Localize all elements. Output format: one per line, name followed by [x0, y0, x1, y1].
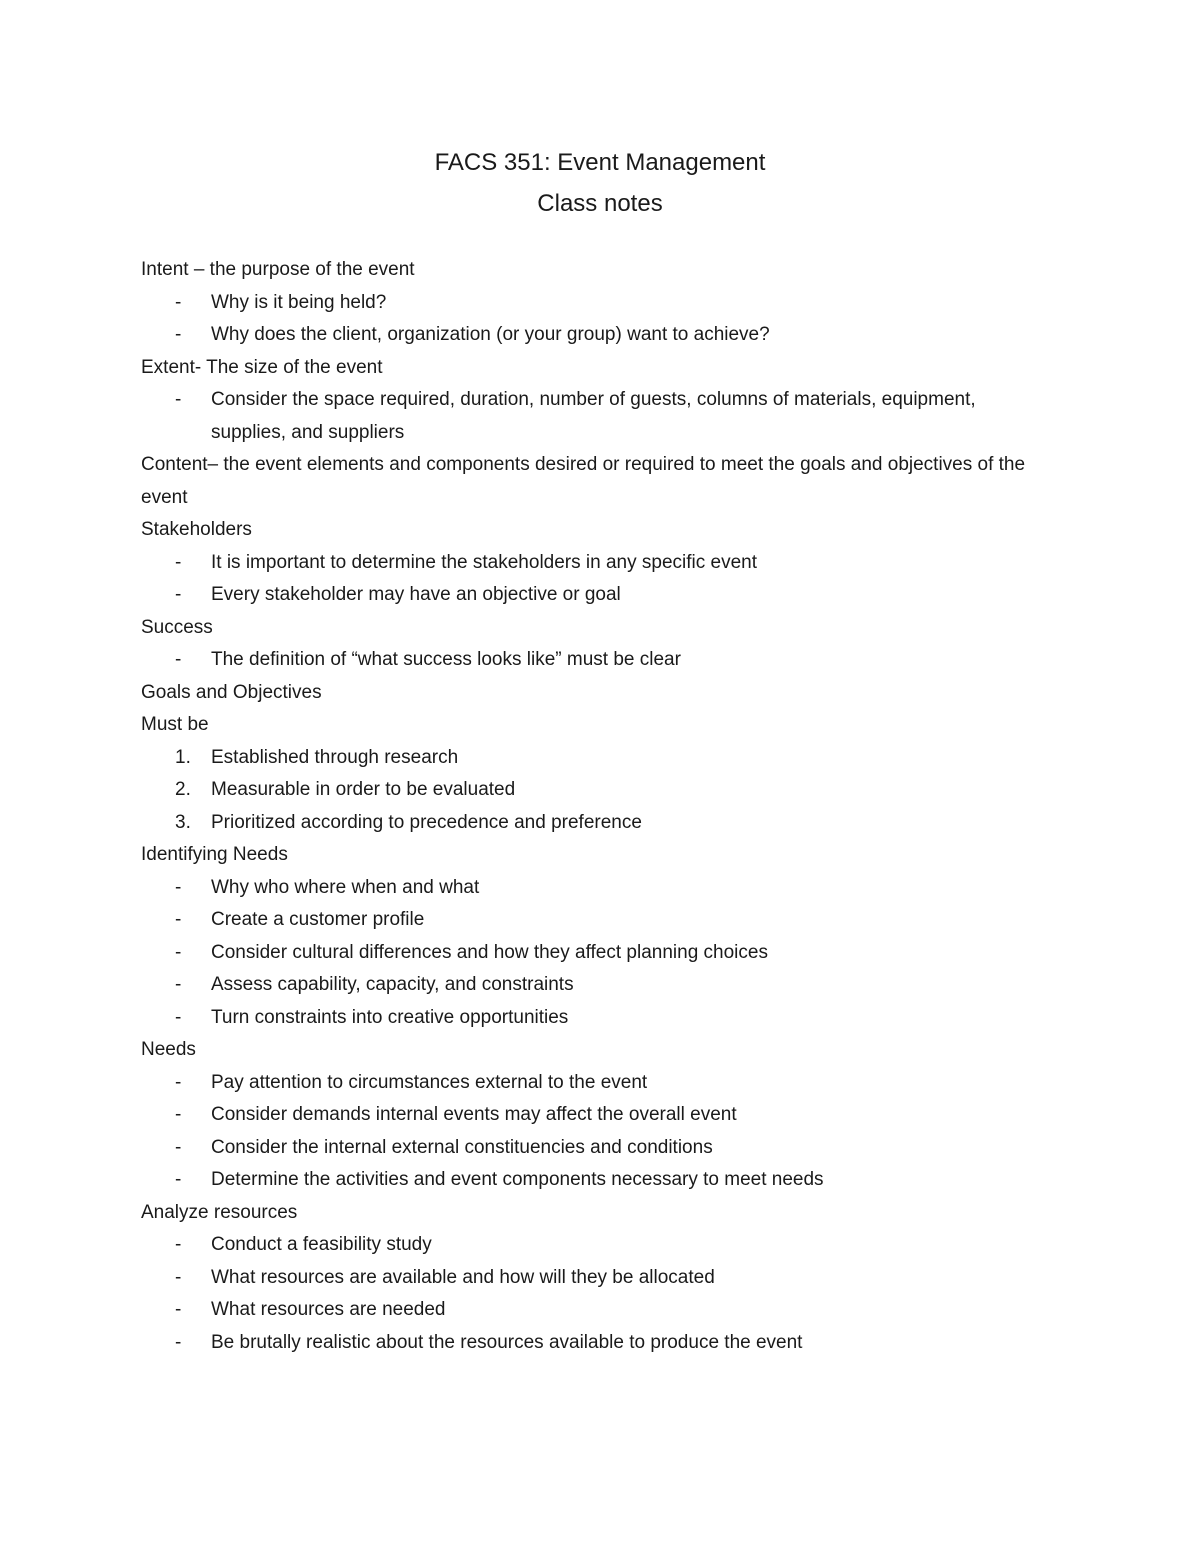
numbered-item [141, 807, 1061, 840]
list-item-text: Conduct a feasibility study [211, 1234, 432, 1255]
list-item [141, 579, 1061, 612]
list-item-text: What resources are available and how will they be allocated [211, 1266, 715, 1288]
dash-marker: - [175, 876, 182, 898]
notes-body [141, 254, 1061, 1359]
list-item-text: Why does the client, organization (or your group) want to achieve? [211, 324, 770, 345]
section-heading-analyze-resources: Analyze resources [141, 1201, 298, 1223]
list-item-text: Measurable in order to be evaluated [211, 779, 516, 800]
section-heading-must-be: Must be [141, 714, 209, 735]
section-heading-success: Success [141, 616, 213, 638]
list-item-text: The definition of “what success looks like” must be clear [211, 649, 681, 670]
list-item-text: Why is it being held? [211, 291, 387, 313]
list-item [141, 937, 1061, 970]
dash-marker: - [175, 1299, 182, 1320]
section-heading-stakeholders: Stakeholders [141, 519, 252, 540]
dash-marker: - [175, 1104, 182, 1125]
dash-marker: - [175, 974, 182, 995]
number-marker: 2. [175, 779, 191, 800]
list-item-text: Consider cultural differences and how they affect planning choices [211, 941, 768, 963]
list-item [141, 1002, 1061, 1035]
dash-marker: - [175, 324, 182, 345]
section-heading-identifying-needs: Identifying Needs [141, 844, 288, 865]
list-item [141, 1164, 1061, 1197]
dash-marker: - [175, 291, 182, 313]
number-marker: 3. [175, 811, 191, 833]
document-subtitle: Class notes [537, 190, 663, 217]
list-item [141, 1229, 1061, 1262]
numbered-item [141, 742, 1061, 775]
dash-marker: - [175, 551, 182, 573]
list-item-text: Assess capability, capacity, and constraints [211, 974, 574, 995]
list-item [141, 1099, 1061, 1132]
section-heading-content: Content– the event elements and components desired or required to meet the goals and objectives of the event [141, 454, 1026, 508]
list-item [141, 1067, 1061, 1100]
list-item-text: Determine the activities and event components necessary to meet needs [211, 1169, 824, 1190]
dash-marker: - [175, 941, 182, 963]
dash-marker: - [175, 1136, 182, 1158]
numbered-item [141, 774, 1061, 807]
list-item [141, 1262, 1061, 1295]
list-item-text: Consider the space required, duration, number of guests, columns of materials, equipment, supplies, and suppliers [211, 389, 976, 443]
section-heading-goals: Goals and Objectives [141, 681, 322, 703]
list-item [141, 319, 1061, 352]
list-item [141, 384, 1031, 449]
dash-marker: - [175, 1071, 182, 1093]
dash-marker: - [175, 389, 182, 410]
list-item [141, 1294, 1061, 1327]
dash-marker: - [175, 584, 182, 605]
list-item-text: Be brutally realistic about the resources available to produce the event [211, 1331, 803, 1353]
list-item-text: Consider demands internal events may affect the overall event [211, 1104, 737, 1125]
section-heading-needs: Needs [141, 1039, 196, 1060]
list-item-text: Why who where when and what [211, 876, 480, 898]
section-heading-extent: Extent- The size of the event [141, 356, 383, 378]
list-item [141, 1327, 1061, 1360]
list-item [141, 1132, 1061, 1165]
dash-marker: - [175, 909, 182, 930]
document-title: FACS 351: Event Management [434, 149, 766, 176]
list-item [141, 644, 1061, 677]
dash-marker: - [175, 1006, 182, 1028]
dash-marker: - [175, 649, 182, 670]
dash-marker: - [175, 1234, 182, 1255]
list-item [141, 872, 1061, 905]
section-heading-intent: Intent – the purpose of the event [141, 259, 415, 280]
list-item-text: Established through research [211, 746, 459, 768]
list-item-text: It is important to determine the stakeholders in any specific event [211, 551, 757, 573]
list-item [141, 287, 1061, 320]
list-item-text: Prioritized according to precedence and preference [211, 811, 642, 833]
list-item [141, 904, 1061, 937]
list-item-text: Create a customer profile [211, 909, 425, 930]
dash-marker: - [175, 1266, 182, 1288]
list-item-text: Consider the internal external constituencies and conditions [211, 1136, 713, 1158]
list-item [141, 547, 1061, 580]
list-item-text: Pay attention to circumstances external to the event [211, 1071, 648, 1093]
title-block [0, 142, 1200, 224]
list-item-text: Every stakeholder may have an objective or goal [211, 584, 621, 605]
number-marker: 1. [175, 746, 191, 768]
dash-marker: - [175, 1331, 182, 1353]
dash-marker: - [175, 1169, 182, 1190]
list-item-text: What resources are needed [211, 1299, 446, 1320]
list-item [141, 969, 1061, 1002]
list-item-text: Turn constraints into creative opportunities [211, 1006, 569, 1028]
